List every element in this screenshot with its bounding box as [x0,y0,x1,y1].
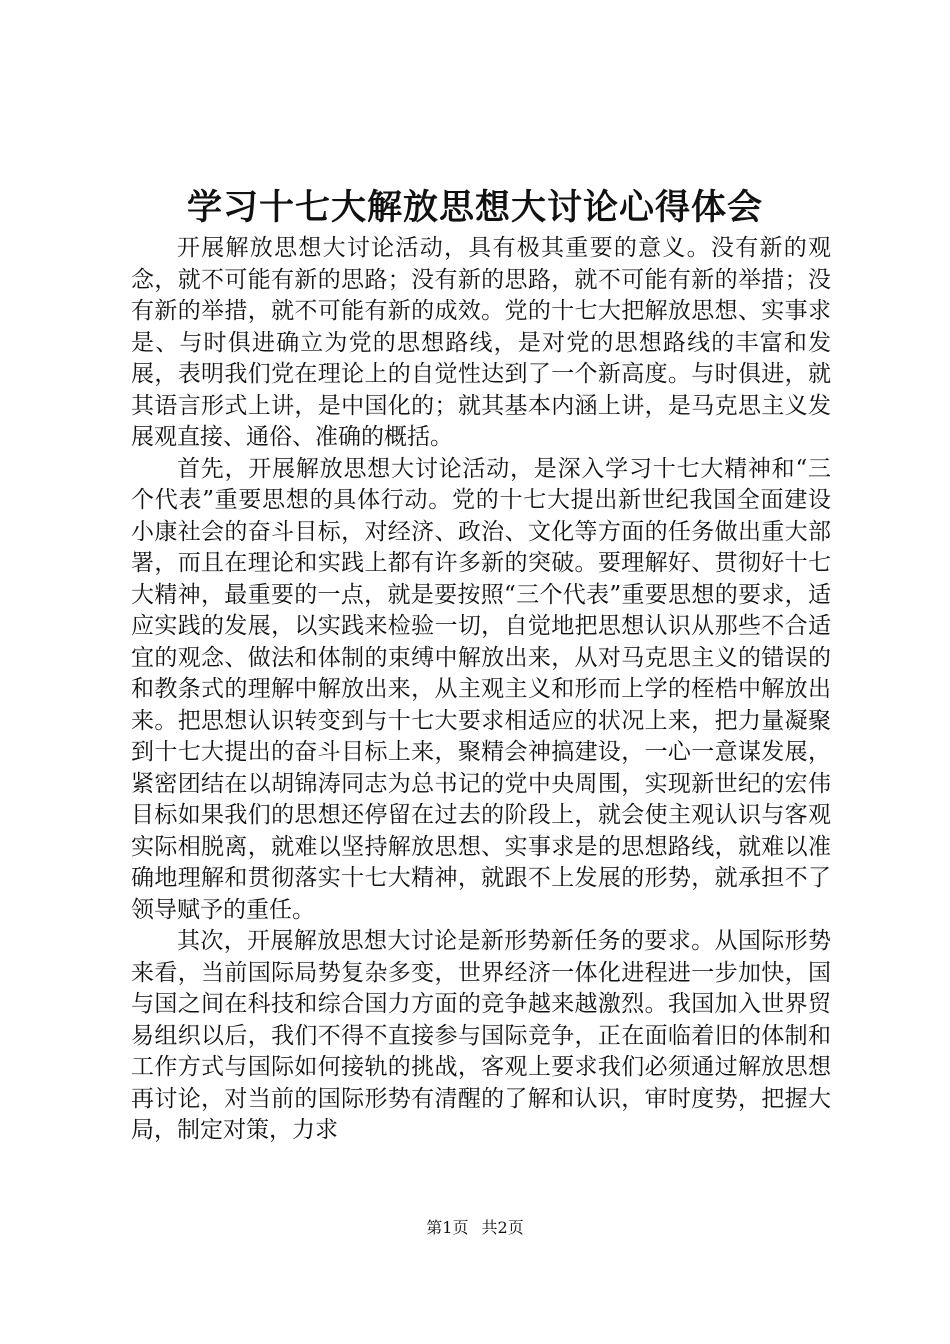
paragraph-2: 首先，开展解放思想大讨论活动，是深入学习十七大精神和“三个代表”重要思想的具体行动。党的十七大提出新世纪我国全面建设小康社会的奋斗目标，对经济、政治、文化等方面的任务做出重大部署，而且在理论和实践上都有许多新的突破。要理解好、贯彻好十七大精神，最重要的一点，就是要按照“三个代表”重要思想的要求，适应实践的发展，以实践来检验一切，自觉地把思想认识从那些不合适宜的观念、做法和体制的束缚中解放出来，从对马克思主义的错误的和教条式的理解中解放出来，从主观主义和形而上学的桎梏中解放出来。把思想认识转变到与十七大要求相适应的状况上来，把力量凝聚到十七大提出的奋斗目标上来，聚精会神搞建设，一心一意谋发展，紧密团结在以胡锦涛同志为总书记的党中央周围，实现新世纪的宏伟目标如果我们的思想还停留在过去的阶段上，就会使主观认识与客观实际相脱离，就难以坚持解放思想、实事求是的思想路线，就难以准确地理解和贯彻落实十七大精神，就跟不上发展的形势，就承担不了领导赋予的重任。 [131,455,831,923]
page-total: 共2页 [481,1218,524,1237]
page-footer [0,1216,950,1240]
paragraph-3: 其次，开展解放思想大讨论是新形势新任务的要求。从国际形势来看，当前国际局势复杂多变，世界经济一体化进程进一步加快，国与国之间在科技和综合国力方面的竞争越来越激烈。我国加入世界贸易组织以后，我们不得不直接参与国际竞争，正在面临着旧的体制和工作方式与国际如何接轨的挑战，客观上要求我们必须通过解放思想再讨论，对当前的国际形势有清醒的了解和认识，审时度势，把握大局，制定对策，力求 [131,928,831,1143]
document-body [131,233,831,1147]
paragraph-1: 开展解放思想大讨论活动，具有极其重要的意义。没有新的观念，就不可能有新的思路；没有新的思路，就不可能有新的举措；没有新的举措，就不可能有新的成效。党的十七大把解放思想、实事求是、与时俱进确立为党的思想路线，是对党的思想路线的丰富和发展，表明我们党在理论上的自觉性达到了一个新高度。与时俱进，就其语言形式上讲，是中国化的；就其基本内涵上讲，是马克思主义发展观直接、通俗、准确的概括。 [131,235,831,450]
page-number: 第1页 [426,1218,469,1237]
document-title: 学习十七大解放思想大讨论心得体会 [186,187,763,228]
